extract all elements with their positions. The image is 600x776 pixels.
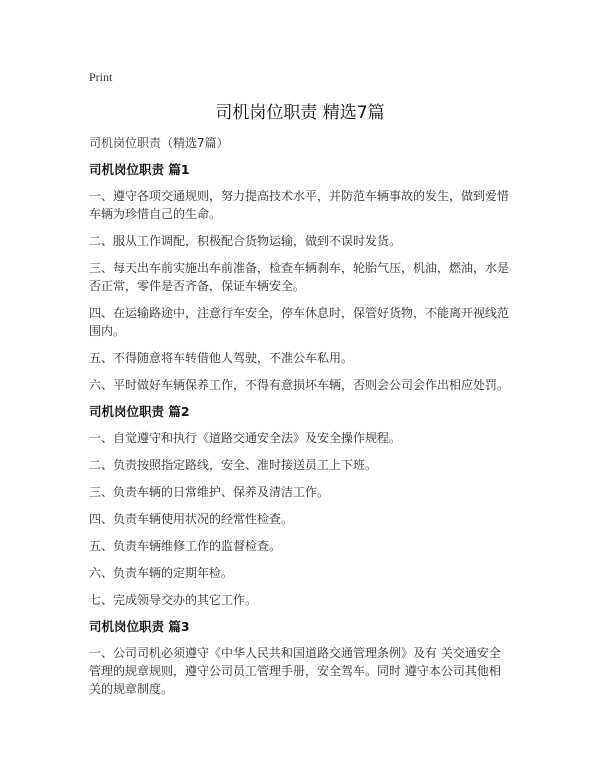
list-item: 一、遵守各项交通规则，努力提高技术水平，并防范车辆事故的发生，做到爱惜车辆为珍惜自己的生命。 — [89, 189, 510, 221]
section-heading: 司机岗位职责 篇2 — [89, 404, 190, 419]
list-item: 二、负责按照指定路线，安全、准时接送员工上下班。 — [89, 458, 378, 472]
print-label: Print — [89, 70, 113, 84]
section-3 — [89, 618, 511, 698]
document-body — [89, 134, 511, 707]
list-item: 七、完成领导交办的其它工作。 — [89, 593, 258, 607]
section-2 — [89, 403, 511, 609]
list-item: 五、负责车辆维修工作的监督检查。 — [89, 539, 282, 553]
list-item: 一、自觉遵守和执行《道路交通安全法》及安全操作规程。 — [89, 431, 402, 445]
section-heading: 司机岗位职责 篇1 — [89, 162, 190, 177]
list-item: 六、平时做好车辆保养工作，不得有意损坏车辆，否则会公司会作出相应处罚。 — [89, 378, 510, 392]
list-item: 一、公司司机必须遵守《中华人民共和国道路交通管理条例》及有 关交通安全管理的规章规则，遵守公司员工管理手册，安全驾车。同时 遵守本公司其他相关的规章制度。 — [89, 646, 501, 696]
list-item: 四、负责车辆使用状况的经常性检查。 — [89, 512, 294, 526]
section-1 — [89, 161, 511, 394]
section-heading: 司机岗位职责 篇3 — [89, 619, 190, 634]
document-subtitle: 司机岗位职责（精选7篇） — [89, 136, 229, 150]
list-item: 三、每天出车前实施出车前准备，检查车辆刹车，轮胎气压，机油，燃油，水是否正常，零件是否齐备，保证车辆安全。 — [89, 261, 510, 293]
list-item: 六、负责车辆的定期年检。 — [89, 566, 234, 580]
list-item: 二、服从工作调配，积极配合货物运输，做到不误时发货。 — [89, 234, 402, 248]
document-title: 司机岗位职责 精选7篇 — [215, 103, 385, 123]
list-item: 三、负责车辆的日常维护、保养及清洁工作。 — [89, 485, 330, 499]
list-item: 四、在运输路途中，注意行车安全，停车休息时，保管好货物，不能离开视线范围内。 — [89, 306, 510, 338]
list-item: 五、不得随意将车转借他人驾驶，不准公车私用。 — [89, 351, 354, 365]
